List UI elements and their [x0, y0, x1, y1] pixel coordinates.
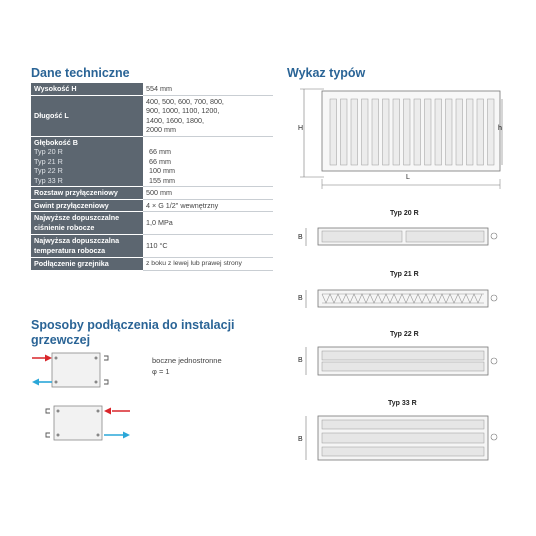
row-key: Głębokość B Typ 20 R Typ 21 R Typ 22 R Typ 33 R	[31, 136, 143, 187]
table-row	[31, 187, 273, 200]
radiator-fin	[477, 99, 484, 165]
dim-label-B: B	[298, 357, 303, 364]
radiator-fin	[341, 99, 348, 165]
type-section-20	[296, 224, 506, 252]
type-section-33	[296, 412, 506, 464]
row-key: Najwyższa dopuszczalna temperatura robocza	[31, 235, 143, 258]
connection-diagram-2	[40, 403, 140, 448]
radiator-fin	[446, 99, 453, 165]
row-key: Długość L	[31, 95, 143, 136]
row-value: z boku z lewej lub prawej strony	[143, 258, 273, 271]
type-label: Typ 20 R	[390, 210, 419, 217]
radiator-fin	[351, 99, 358, 165]
type-label: Typ 21 R	[390, 271, 419, 278]
table-row	[31, 258, 273, 271]
row-value: 1,0 MPa	[143, 212, 273, 235]
dim-label-B: B	[298, 234, 303, 241]
row-key: Gwint przyłączeniowy	[31, 199, 143, 212]
dim-label-H: H	[298, 125, 304, 132]
types-title: Wykaz typów	[287, 66, 366, 80]
radiator-fin	[425, 99, 432, 165]
row-key: Rozstaw przyłączeniowy	[31, 187, 143, 200]
table-row	[31, 235, 273, 258]
radiator-fin	[393, 99, 400, 165]
table-row	[31, 199, 273, 212]
row-value: 66 mm 66 mm 100 mm 155 mm	[143, 136, 273, 187]
radiator-fin	[383, 99, 390, 165]
radiator-fin	[488, 99, 495, 165]
radiator-fin	[467, 99, 474, 165]
radiator-fin	[330, 99, 337, 165]
row-value: 110 °C	[143, 235, 273, 258]
radiator-fin	[372, 99, 379, 165]
row-value: 500 mm	[143, 187, 273, 200]
connection-diagram-1	[30, 350, 130, 395]
row-value: 554 mm	[143, 83, 273, 95]
radiator-fin	[414, 99, 421, 165]
type-section-21	[296, 286, 506, 314]
dim-label-h: h	[498, 125, 502, 132]
table-row	[31, 95, 273, 136]
radiator-fin	[404, 99, 411, 165]
dim-label-B: B	[298, 436, 303, 443]
radiator-fin	[456, 99, 463, 165]
table-row	[31, 83, 273, 95]
radiator-fin	[435, 99, 442, 165]
tech-data-table	[31, 83, 273, 271]
radiator-fin	[362, 99, 369, 165]
type-section-22	[296, 344, 506, 378]
tech-data-title: Dane techniczne	[31, 66, 130, 80]
row-key: Wysokość H	[31, 83, 143, 95]
type-label: Typ 22 R	[390, 331, 419, 338]
row-value: 4 × G 1/2" wewnętrzny	[143, 199, 273, 212]
connections-title: Sposoby podłączenia do instalacji grzewczej	[31, 318, 235, 347]
row-key: Najwyższe dopuszczalne ciśnienie robocze	[31, 212, 143, 235]
table-row	[31, 212, 273, 235]
front-view-drawing	[290, 85, 530, 197]
type-label: Typ 33 R	[388, 400, 417, 407]
row-value: 400, 500, 600, 700, 800, 900, 1000, 1100, 1200, 1400, 1600, 1800, 2000 mm	[143, 95, 273, 136]
connection-caption: boczne jednostronne φ = 1	[152, 356, 222, 376]
dim-label-B: B	[298, 295, 303, 302]
table-row	[31, 136, 273, 187]
dim-label-L: L	[406, 174, 410, 181]
row-key: Podłączenie grzejnika	[31, 258, 143, 271]
